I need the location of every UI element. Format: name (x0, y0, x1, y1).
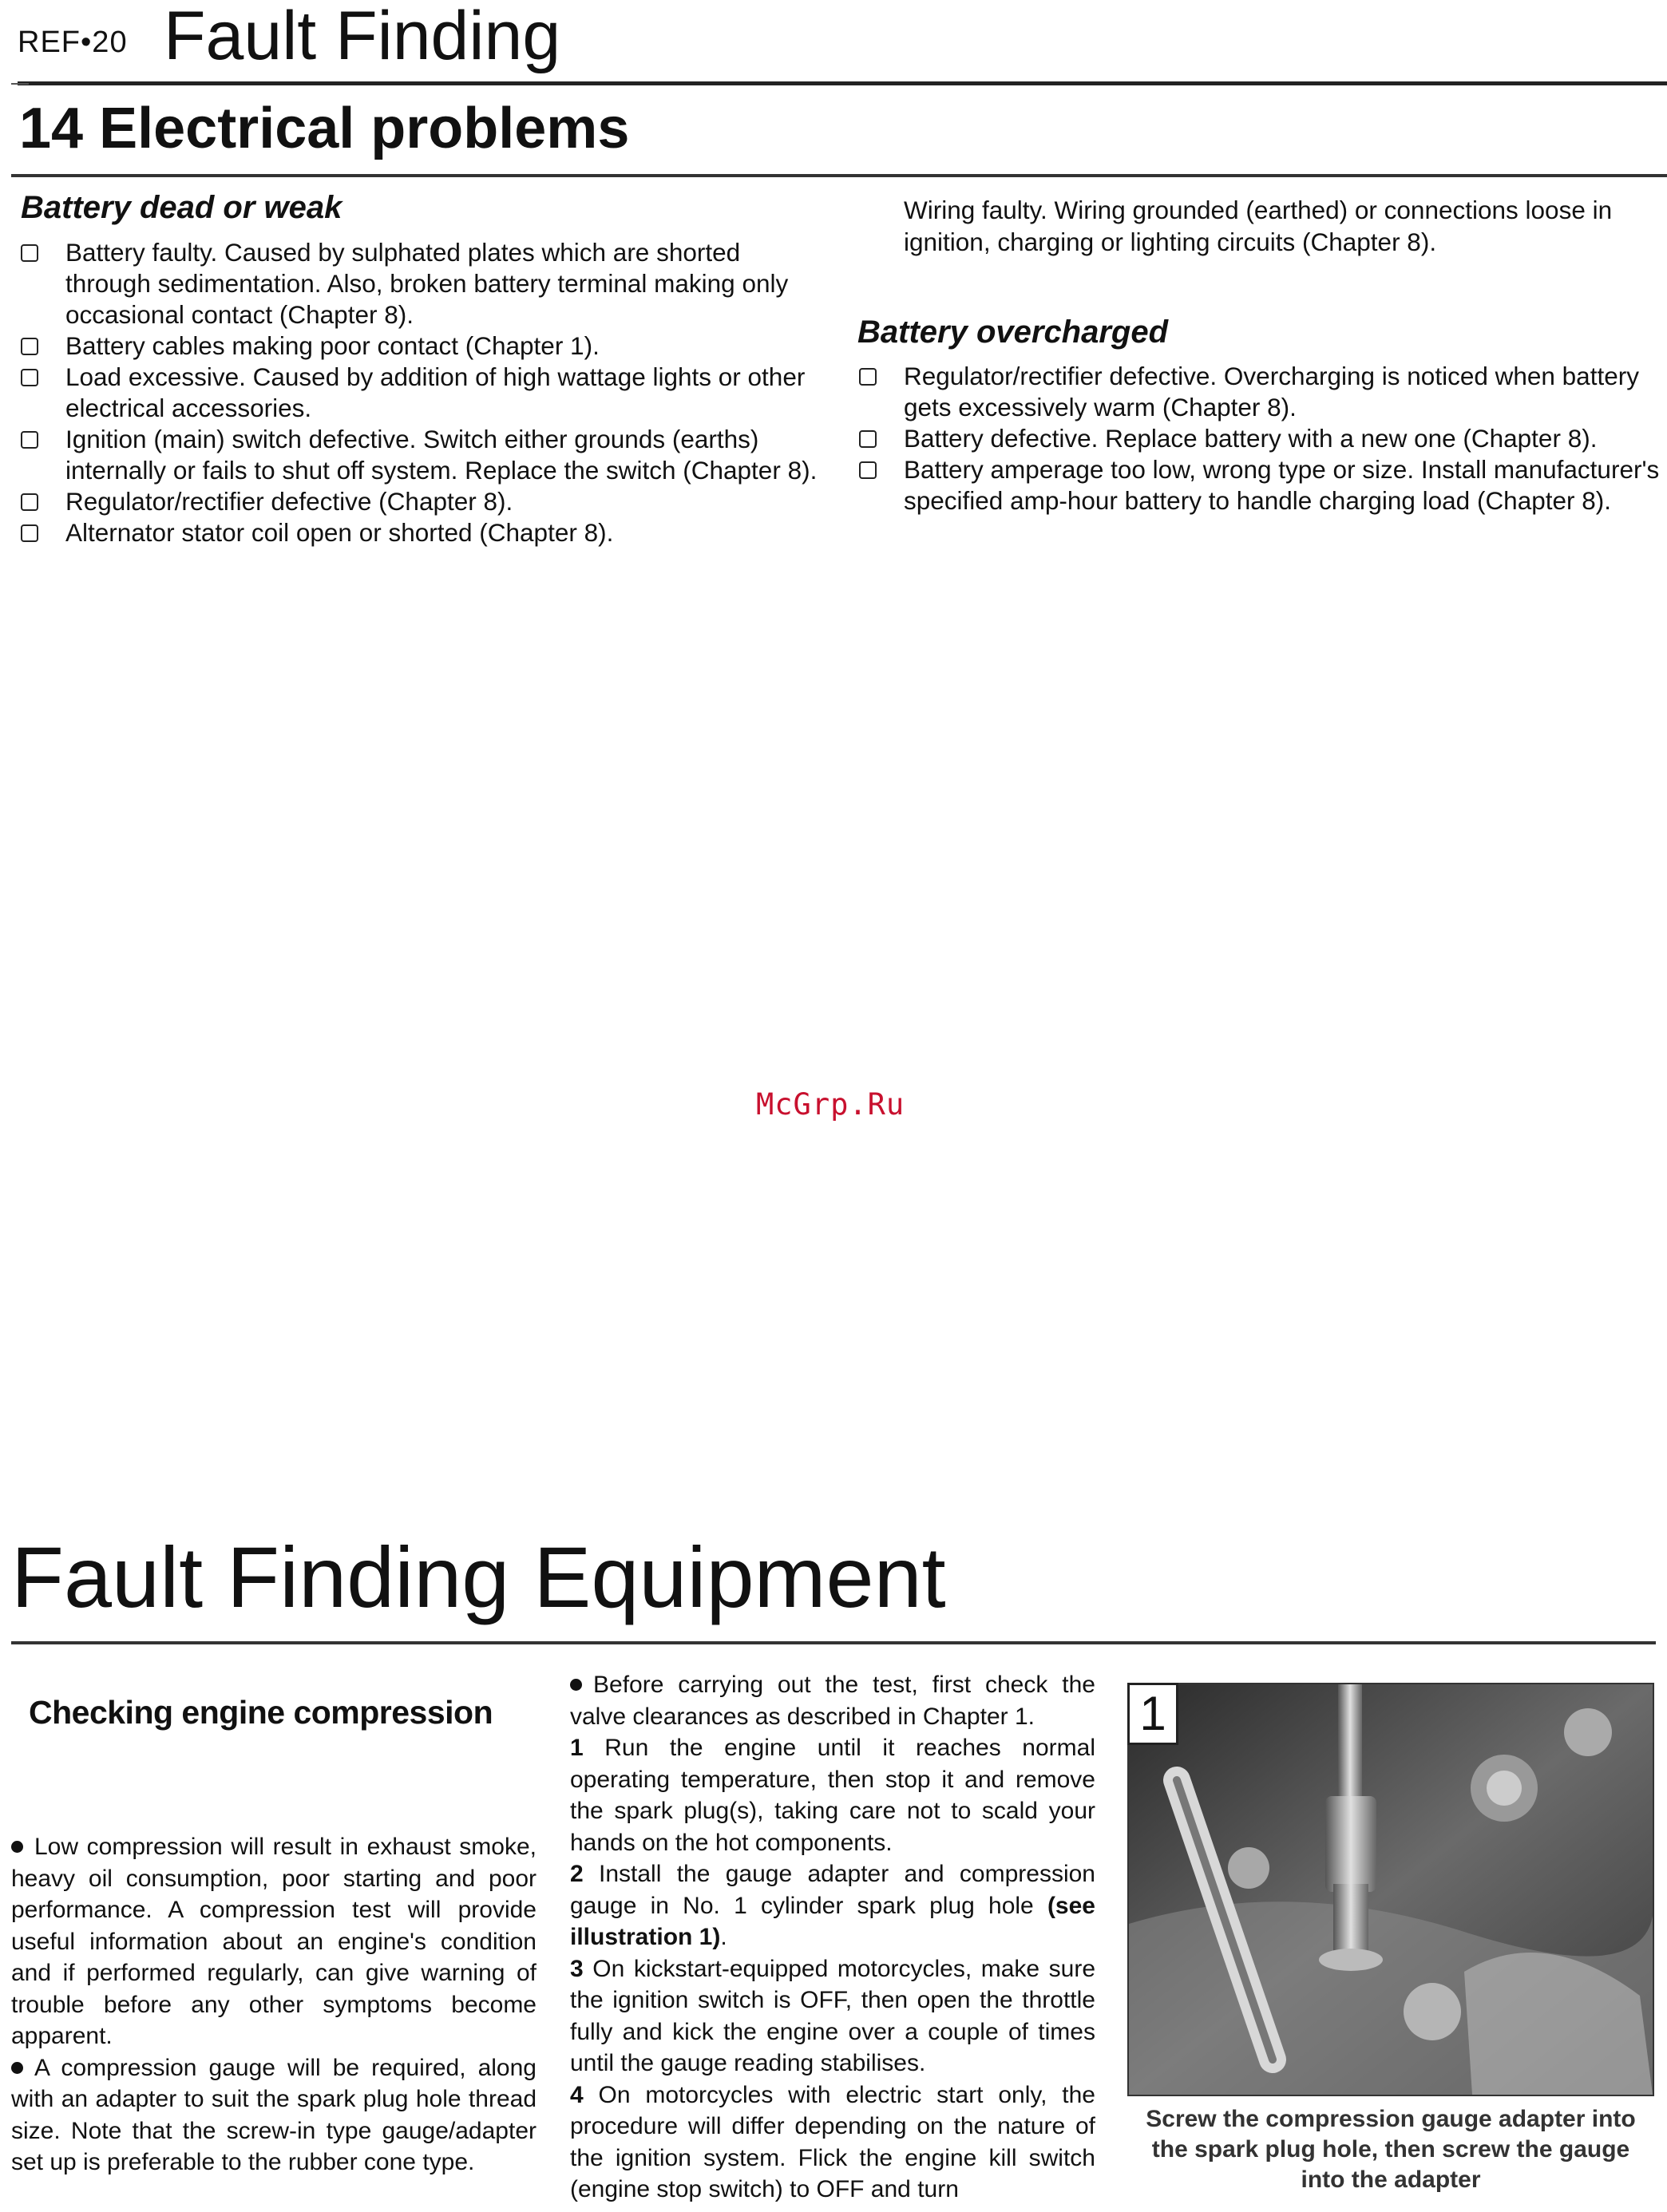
bullet-icon (570, 1679, 582, 1691)
bullet-icon (11, 2062, 23, 2074)
step-paragraph: 3 On kickstart-equipped motorcycles, make sure the ignition switch is OFF, then open the throttle fully and kick the engine over a couple of times until the gauge reading stabilises. (570, 1955, 1096, 2076)
equipment-subheading: Checking engine compression (29, 1694, 493, 1731)
page-header-title: Fault Finding (164, 0, 561, 74)
checkbox-icon (859, 430, 877, 448)
engine-photo-graphic (1129, 1684, 1653, 2095)
paragraph: Before carrying out the test, first check the valve clearances as described in Chapter 1. (570, 1672, 1095, 1730)
equipment-rule (11, 1641, 1656, 1644)
battery-dead-heading: Battery dead or weak (21, 190, 343, 225)
checkbox-icon (859, 461, 877, 479)
list-item: Battery defective. Replace battery with a new one (Chapter 8). (857, 423, 1665, 454)
figure-number: 1 (1127, 1683, 1178, 1745)
checkbox-icon (21, 369, 38, 386)
illustration-reference: (see illustration 1) (570, 1892, 1095, 1950)
equipment-title: Fault Finding Equipment (11, 1529, 946, 1625)
bullet-icon (11, 1841, 23, 1853)
header-rule (18, 81, 1667, 85)
list-item: Ignition (main) switch defective. Switch either grounds (earths) internally or fails to shut off system. Replace the switch (Chapter 8). (19, 424, 818, 486)
section-title: 14 Electrical problems (19, 97, 630, 160)
paragraph: Low compression will result in exhaust smoke, heavy oil consumption, poor starting and poor performance. A compression test will provide useful information about an engine's condition and if performed regularly, can give warning of trouble before any other symptoms become apparent. (11, 1834, 537, 2049)
list-item: Alternator stator coil open or shorted (Chapter 8). (19, 517, 818, 548)
list-item: Regulator/rectifier defective (Chapter 8). (19, 486, 818, 517)
list-item: Battery faulty. Caused by sulphated plates which are shorted through sedimentation. Also, broken battery terminal making only occasional contact (Chapter 8). (19, 237, 818, 330)
wiring-note: Wiring faulty. Wiring grounded (earthed) or connections loose in ignition, charging or lighting circuits (Chapter 8). (904, 196, 1613, 256)
battery-overcharged-list (857, 361, 1665, 516)
step-paragraph: 2 Install the gauge adapter and compression gauge in No. 1 cylinder spark plug hole (see illustration 1). (570, 1861, 1095, 1950)
paragraph: A compression gauge will be required, along with an adapter to suit the spark plug hole thread size. Note that the screw-in type gauge/adapter set up is preferable to the rubber cone type. (11, 2054, 537, 2175)
battery-overcharged-heading: Battery overcharged (857, 315, 1169, 350)
compression-gauge-photo (1127, 1683, 1654, 2096)
watermark: McGrp.Ru (756, 1087, 905, 1122)
list-item: Battery amperage too low, wrong type or size. Install manufacturer's specified amp-hour battery to handle charging load (Chapter 8). (857, 454, 1665, 516)
section-rule (11, 174, 1667, 177)
page-reference: REF•20 (18, 26, 128, 59)
step-paragraph: 1 Run the engine until it reaches normal operating temperature, then stop it and remove the spark plug(s), taking care not to scald your hands on the hot components. (570, 1735, 1095, 1856)
checkbox-icon (21, 431, 38, 449)
figure-caption: Screw the compression gauge adapter into the spark plug hole, then screw the gauge into the adapter (1146, 2106, 1636, 2193)
compression-steps-column (570, 1669, 1095, 2206)
checkbox-icon (21, 338, 38, 355)
compression-intro-column (11, 1831, 537, 2178)
battery-dead-list (19, 237, 818, 548)
checkbox-icon (859, 368, 877, 386)
list-item: Load excessive. Caused by addition of high wattage lights or other electrical accessories. (19, 362, 818, 424)
step-paragraph: 4 On motorcycles with electric start only, the procedure will differ depending on the nature of the ignition system. Flick the engine kill switch (engine stop switch) to OFF and turn (570, 2081, 1095, 2202)
checkbox-icon (21, 244, 38, 262)
corner-mark (11, 83, 29, 91)
list-item: Regulator/rectifier defective. Overcharging is noticed when battery gets excessively warm (Chapter 8). (857, 361, 1665, 423)
checkbox-icon (21, 524, 38, 542)
checkbox-icon (21, 493, 38, 511)
list-item: Battery cables making poor contact (Chapter 1). (19, 330, 818, 362)
